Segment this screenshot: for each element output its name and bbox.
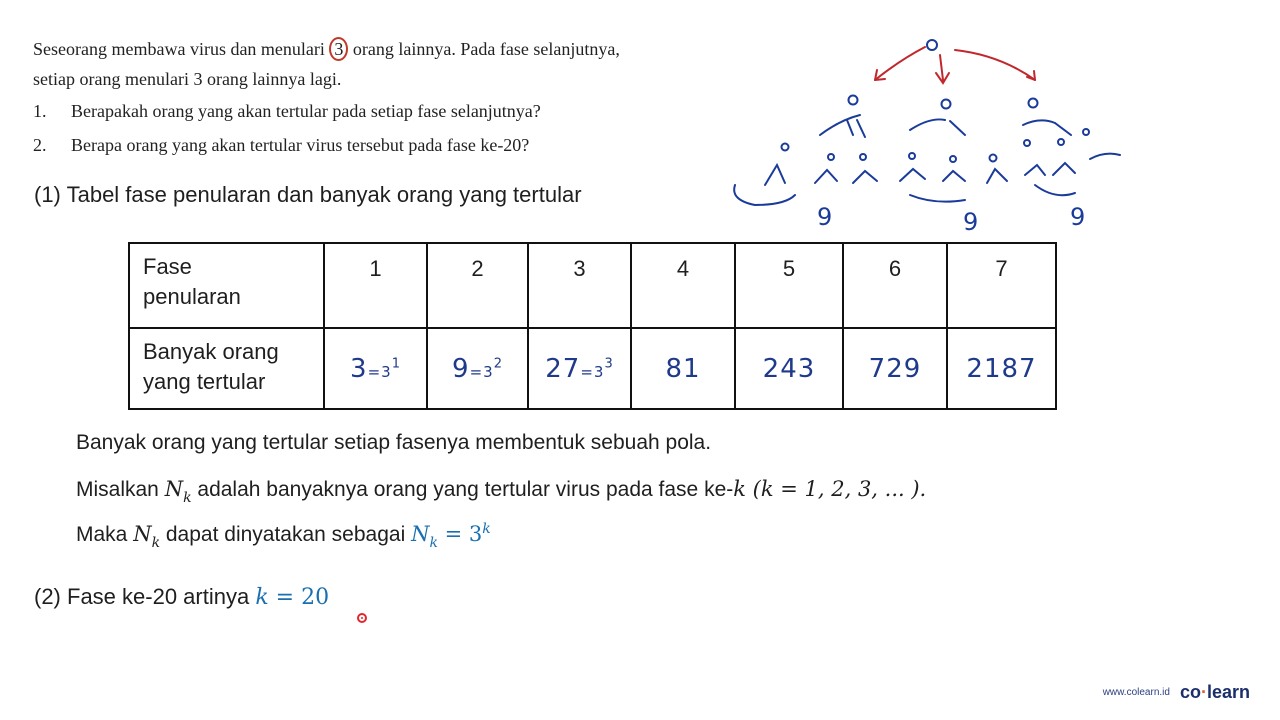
row-header-line: Banyak orang bbox=[143, 339, 279, 364]
brand-footer bbox=[1103, 682, 1250, 703]
question-text: Berapakah orang yang akan tertular pada setiap fase selanjutnya? bbox=[71, 101, 541, 121]
power-annotation: =3 bbox=[367, 362, 392, 381]
row-header-phase bbox=[129, 243, 324, 328]
table-row-phase bbox=[129, 243, 1056, 328]
infected-count: 81 bbox=[665, 353, 701, 384]
math-N-k bbox=[164, 477, 192, 506]
section-2-text: (2) Fase ke-20 artinya bbox=[34, 584, 256, 609]
math-subscript: k bbox=[429, 535, 438, 551]
row-header-line: Fase bbox=[143, 254, 192, 279]
infected-count: 9 bbox=[452, 353, 470, 384]
math-symbol: N bbox=[133, 522, 152, 546]
phase-cell: 5 bbox=[735, 243, 843, 328]
power-exponent: 3 bbox=[604, 355, 614, 371]
infected-count: 3 bbox=[350, 353, 368, 384]
infected-count-cell bbox=[528, 328, 631, 409]
row-header-line: penularan bbox=[143, 284, 241, 309]
math-subscript: k bbox=[183, 490, 192, 506]
explanation-text: dapat dinyatakan sebagai bbox=[160, 523, 412, 546]
pointer-cursor bbox=[357, 613, 367, 623]
explanation-text: Misalkan bbox=[76, 478, 165, 501]
explanation-text: adalah banyaknya orang yang tertular virus pada fase ke- bbox=[191, 478, 734, 501]
group-count-label: 9 bbox=[1070, 203, 1086, 231]
problem-statement bbox=[33, 34, 733, 162]
explanation-line-2 bbox=[76, 477, 927, 506]
question-item bbox=[33, 94, 733, 128]
problem-line-1 bbox=[33, 34, 733, 64]
formula-exponent: k bbox=[482, 521, 491, 537]
handwritten-tree-diagram bbox=[725, 25, 1135, 240]
logo-part: co bbox=[1179, 682, 1201, 702]
math-subscript: k bbox=[151, 535, 161, 551]
infected-count-cell bbox=[947, 328, 1056, 409]
explanation-line-1: Banyak orang yang tertular setiap fasenya membentuk sebuah pola. bbox=[76, 431, 712, 454]
k-value: = 20 bbox=[268, 585, 330, 610]
section-1-heading: (1) Tabel fase penularan dan banyak orang yang tertular bbox=[34, 182, 582, 207]
formula-rhs: = 3 bbox=[437, 522, 483, 546]
question-list bbox=[33, 94, 733, 162]
problem-text-before: Seseorang membawa virus dan menulari bbox=[33, 39, 330, 59]
math-symbol: N bbox=[164, 477, 184, 501]
question-item bbox=[33, 128, 733, 162]
math-N-k bbox=[133, 522, 161, 551]
power-exponent: 2 bbox=[493, 355, 503, 371]
phase-cell: 3 bbox=[528, 243, 631, 328]
phase-cell: 2 bbox=[427, 243, 528, 328]
phase-cell: 4 bbox=[631, 243, 735, 328]
power-annotation: =3 bbox=[469, 362, 494, 381]
formula bbox=[411, 521, 491, 551]
circled-number: 3 bbox=[329, 37, 348, 61]
phase-table bbox=[128, 242, 1057, 410]
math-symbol: N bbox=[411, 522, 430, 546]
math-k: k bbox=[733, 477, 746, 501]
brand-url: www.colearn.id bbox=[1102, 687, 1170, 698]
explanation-text: Maka bbox=[76, 523, 134, 546]
question-number: 2. bbox=[33, 135, 47, 155]
infected-count-cell bbox=[427, 328, 528, 409]
problem-line-2: setiap orang menulari 3 orang lainnya lagi. bbox=[33, 69, 342, 89]
explanation-line-3 bbox=[76, 521, 491, 551]
group-count-label: 9 bbox=[817, 203, 833, 231]
infected-count: 243 bbox=[762, 353, 816, 384]
logo-dot: · bbox=[1200, 682, 1207, 702]
phase-cell: 7 bbox=[947, 243, 1056, 328]
section-2-heading bbox=[34, 584, 329, 610]
power-exponent: 1 bbox=[391, 355, 401, 371]
question-number: 1. bbox=[33, 101, 47, 121]
math-k: k bbox=[255, 585, 269, 610]
infected-count-cell bbox=[324, 328, 427, 409]
math-k-range: (k = 1, 2, 3, ... ). bbox=[745, 477, 927, 501]
infected-count-cell bbox=[735, 328, 843, 409]
problem-text-after: orang lainnya. Pada fase selanjutnya, bbox=[348, 39, 620, 59]
row-header-line: yang tertular bbox=[143, 369, 266, 394]
logo-part: learn bbox=[1206, 682, 1250, 702]
infected-count-cell bbox=[631, 328, 735, 409]
power-annotation: =3 bbox=[580, 362, 605, 381]
phase-cell: 6 bbox=[843, 243, 947, 328]
phase-cell: 1 bbox=[324, 243, 427, 328]
row-header-infected bbox=[129, 328, 324, 409]
infected-count: 27 bbox=[545, 353, 581, 384]
question-text: Berapa orang yang akan tertular virus tersebut pada fase ke-20? bbox=[71, 135, 530, 155]
infected-count: 729 bbox=[868, 353, 922, 384]
infected-count-cell bbox=[843, 328, 947, 409]
brand-logo bbox=[1180, 682, 1250, 703]
table-row-infected bbox=[129, 328, 1056, 409]
group-count-label: 9 bbox=[963, 208, 979, 236]
infected-count: 2187 bbox=[966, 353, 1037, 384]
